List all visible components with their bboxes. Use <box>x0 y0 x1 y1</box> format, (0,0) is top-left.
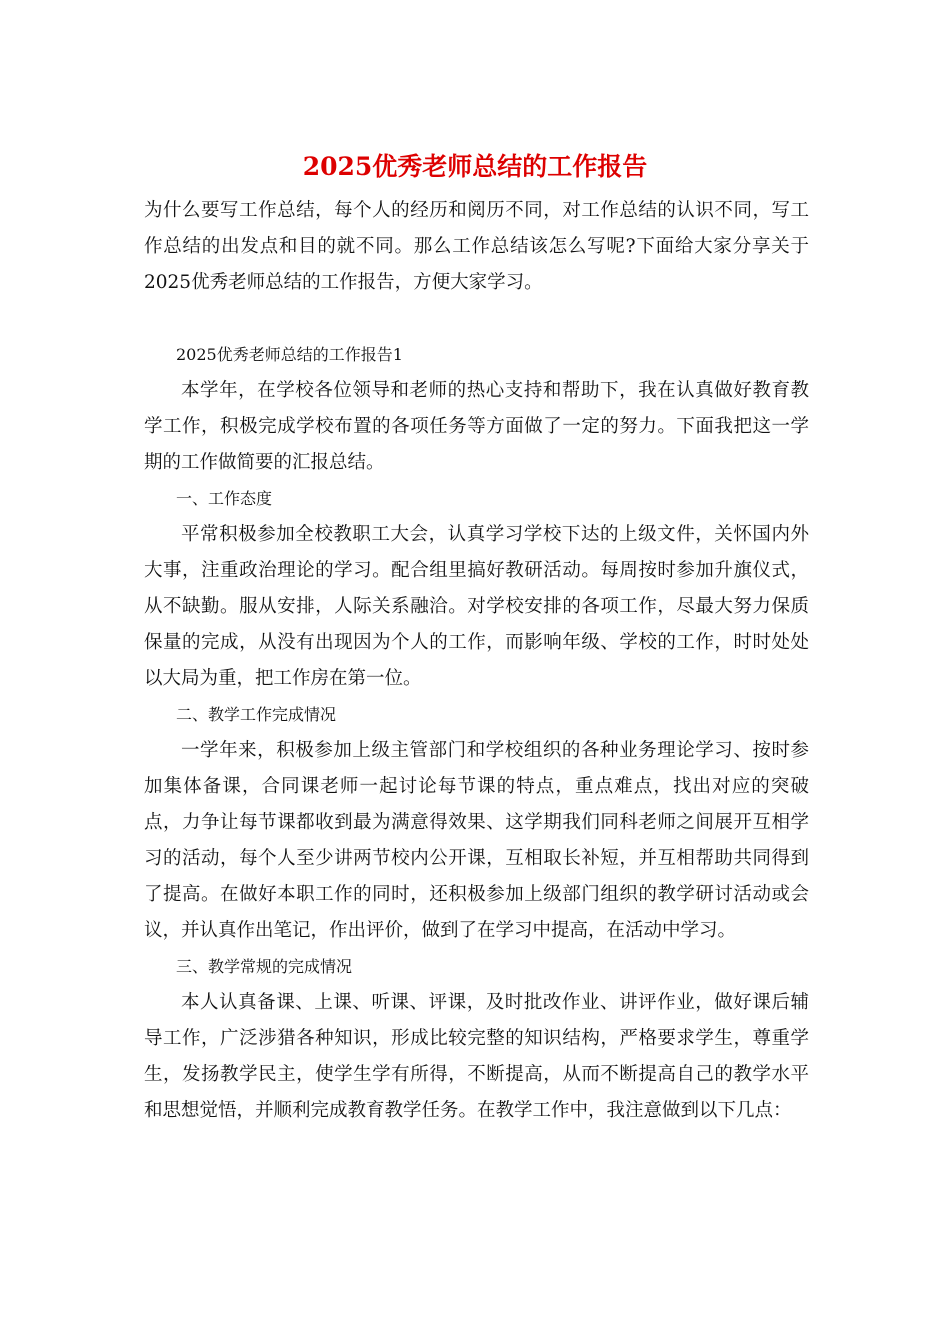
heading-work-attitude: 一、工作态度 <box>176 489 273 508</box>
document-body <box>144 193 809 1129</box>
heading-teaching-routine: 三、教学常规的完成情况 <box>176 957 353 976</box>
paragraph-3: 一学年来，积极参加上级主管部门和学校组织的各种业务理论学习、按时参加集体备课，合同课老师一起讨论每节课的特点，重点难点，找出对应的突破点，力争让每节课都收到最为满意得效果、这学期我们同科老师之间展开互相学习的活动，每个人至少讲两节校内公开课，互相取长补短，并互相帮助共同得到了提高。在做好本职工作的同时，还积极参加上级部门组织的教学研讨活动或会议，并认真作出笔记，作出评价，做到了在学习中提高，在活动中学习。 <box>144 740 809 941</box>
heading-teaching-work: 二、教学工作完成情况 <box>176 705 337 724</box>
paragraph-2: 平常积极参加全校教职工大会，认真学习学校下达的上级文件，关怀国内外大事，注重政治理论的学习。配合组里搞好教研活动。每周按时参加升旗仪式，从不缺勤。服从安排，人际关系融洽。对学校安排的各项工作，尽最大努力保质保量的完成，从没有出现因为个人的工作，而影响年级、学校的工作，时时处处以大局为重，把工作房在第一位。 <box>144 524 809 689</box>
paragraph-gap <box>144 301 809 337</box>
document-title: 2025优秀老师总结的工作报告 <box>302 152 648 181</box>
paragraph-4: 本人认真备课、上课、听课、评课，及时批改作业、讲评作业，做好课后辅导工作，广泛涉猎各种知识，形成比较完整的知识结构，严格要求学生，尊重学生，发扬教学民主，使学生学有所得，不断提高，从而不断提高自己的教学水平和思想觉悟，并顺利完成教育教学任务。在教学工作中，我注意做到以下几点： <box>144 992 809 1121</box>
paragraph-1: 本学年，在学校各位领导和老师的热心支持和帮助下，我在认真做好教育教学工作，积极完成学校布置的各项任务等方面做了一定的努力。下面我把这一学期的工作做简要的汇报总结。 <box>144 380 809 473</box>
section-title: 2025优秀老师总结的工作报告1 <box>176 345 403 364</box>
intro-paragraph: 为什么要写工作总结，每个人的经历和阅历不同，对工作总结的认识不同，写工作总结的出发点和目的就不同。那么工作总结该怎么写呢?下面给大家分享关于2025优秀老师总结的工作报告，方便大家学习。 <box>144 200 809 293</box>
